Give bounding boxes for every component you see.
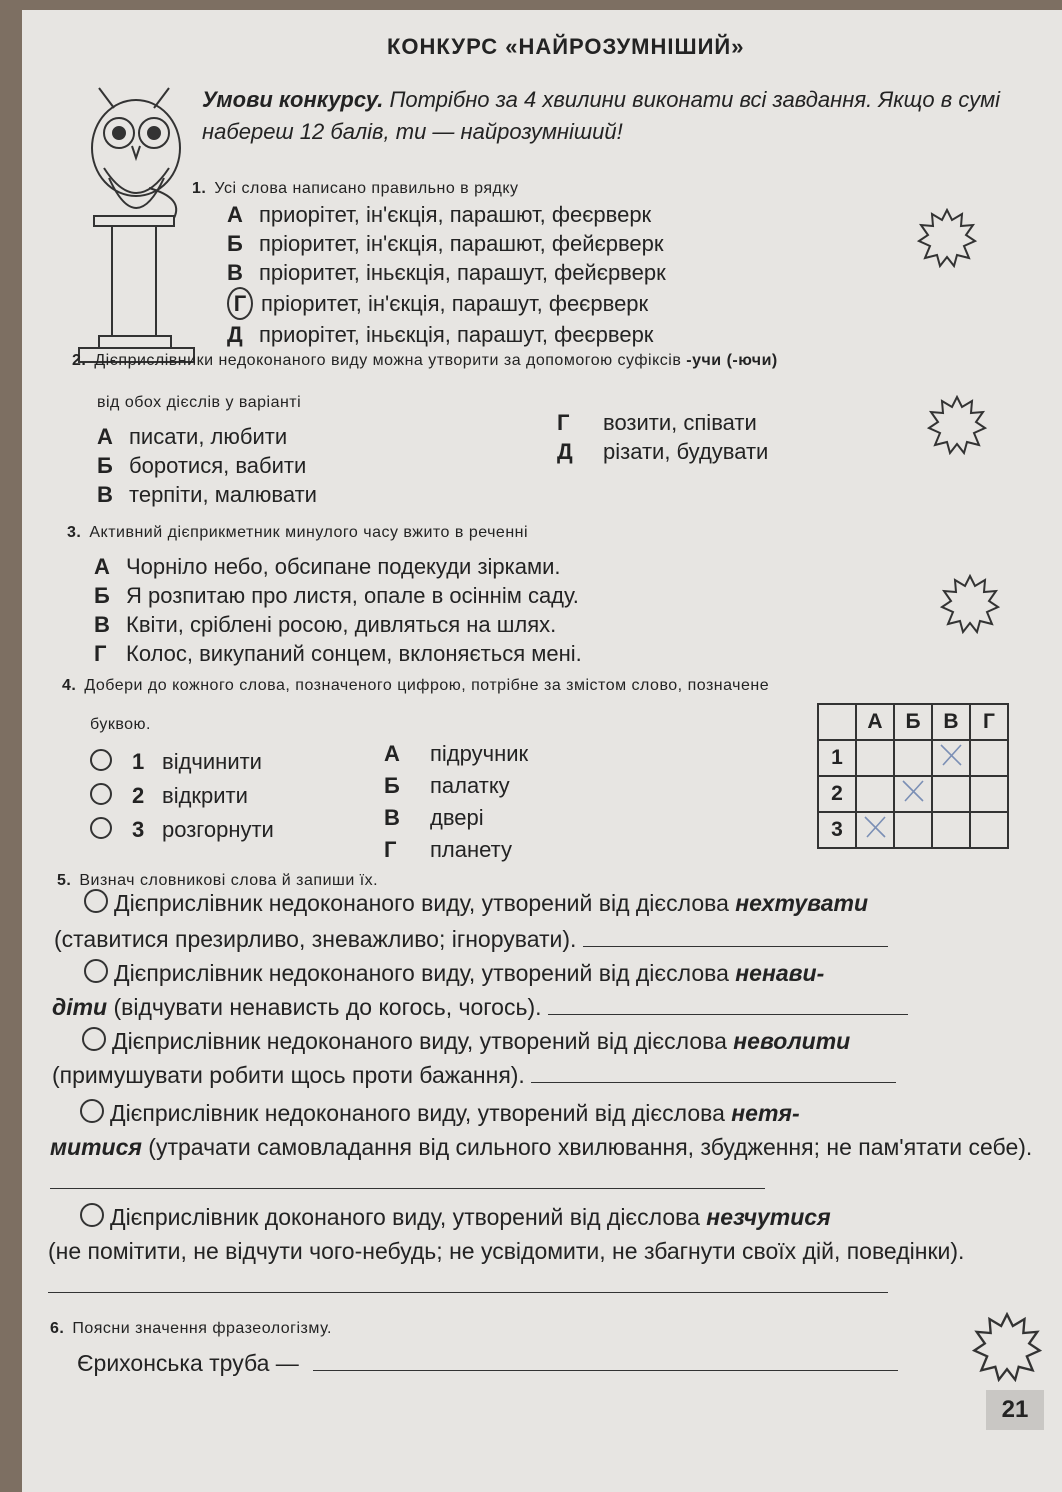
q5-item-2-cont: діти (відчувати ненависть до когось, чогось). (52, 990, 908, 1024)
answer-b: Б палатку (384, 773, 510, 798)
answer-a: А підручник (384, 741, 529, 766)
q5-item-2: Дієприслівник недоконаного виду, утворений від дієслова ненави- (84, 956, 824, 990)
q5-item-1-cont: (ставитися презирливо, зневажливо; ігнорувати). (54, 922, 888, 956)
option-b[interactable]: Б боротися, вабити (97, 453, 307, 478)
score-star-icon[interactable] (940, 574, 1000, 634)
grid-col-v: В (932, 704, 970, 740)
owl-on-pedestal-illustration (74, 68, 204, 368)
word-3[interactable]: 3 розгорнути (90, 813, 274, 847)
grid-cell[interactable] (970, 776, 1008, 812)
handwritten-x-mark-icon (937, 742, 965, 768)
option-g[interactable]: Г возити, співати (557, 410, 757, 435)
grid-cell[interactable] (970, 740, 1008, 776)
option-v[interactable]: В Квіти, сріблені росою, дивляться на шлях. (94, 612, 557, 637)
answer-line[interactable] (50, 1168, 765, 1189)
question-3-options (94, 552, 582, 668)
option-d[interactable]: Д різати, будувати (557, 439, 769, 464)
grid-col-b: Б (894, 704, 932, 740)
question-2-prompt-cont: від обох дієслів у варіанті (97, 394, 302, 411)
grid-cell[interactable] (932, 812, 970, 848)
workbook-page (22, 10, 1062, 1492)
option-g[interactable]: Г пріоритет, ін'єкція, парашут, феєрверк (227, 287, 666, 320)
question-2-options-right (557, 408, 768, 466)
grid-col-a: А (856, 704, 894, 740)
answer-line[interactable] (531, 1062, 896, 1083)
q5-item-4-cont: митися (утрачати самовладання від сильного хвилювання, збудження; не пам'ятати себе). (50, 1130, 1040, 1198)
question-2-prompt: 2. Дієприслівники недоконаного виду можна утворити за допомогою суфіксів -учи (-ючи) (72, 352, 778, 369)
question-2-options-left (97, 422, 317, 509)
q5-item-3-cont: (примушувати робити щось проти бажання). (52, 1058, 896, 1092)
word-1[interactable]: 1 відчинити (90, 745, 274, 779)
option-a[interactable]: А писати, любити (97, 424, 288, 449)
question-1-options (227, 200, 666, 349)
question-5-prompt: 5. Визнач словникові слова й запиши їх. (57, 872, 379, 889)
option-a[interactable]: А приорітет, ін'єкція, парашют, феєрверк (227, 202, 652, 227)
grid-cell[interactable] (970, 812, 1008, 848)
grid-cell[interactable] (932, 740, 970, 776)
question-4-prompt-cont: буквою. (90, 716, 151, 733)
option-a[interactable]: А Чорніло небо, обсипане подекуди зірками. (94, 554, 561, 579)
grid-cell[interactable] (856, 776, 894, 812)
question-4-answers (384, 738, 528, 866)
grid-cell[interactable] (894, 812, 932, 848)
q6-phrase: Єрихонська труба — (77, 1346, 898, 1380)
score-star-icon[interactable] (927, 395, 987, 455)
q5-item-5: Дієприслівник доконаного виду, утворений від дієслова незчутися (80, 1200, 831, 1234)
option-g[interactable]: Г Колос, викупаний сонцем, вклоняється мені. (94, 641, 582, 666)
q5-item-5-cont: (не помітити, не відчути чого-небудь; не усвідомити, не збагнути своїх дій, поведінки). (48, 1234, 1043, 1302)
answer-line[interactable] (48, 1272, 888, 1293)
grid-cell[interactable] (856, 812, 894, 848)
score-star-icon[interactable] (917, 208, 977, 268)
question-4-prompt: 4. Добери до кожного слова, позначеного цифрою, потрібне за змістом слово, позначене (62, 677, 770, 694)
grid-corner (818, 704, 856, 740)
option-d[interactable]: Д приорітет, іньєкція, парашут, феєрверк (227, 322, 654, 347)
contest-conditions (202, 84, 1002, 148)
question-4-words (90, 745, 274, 847)
grid-row-3: 3 (818, 812, 856, 848)
question-3-prompt: 3. Активний дієприкметник минулого часу вжито в реченні (67, 524, 529, 541)
page-title: КОНКУРС «НАЙРОЗУМНІШИЙ» (387, 34, 745, 59)
handwritten-x-mark-icon (861, 814, 889, 840)
word-2[interactable]: 2 відкрити (90, 779, 274, 813)
option-v[interactable]: В терпіти, малювати (97, 482, 317, 507)
answer-g: Г планету (384, 837, 512, 862)
grid-cell[interactable] (894, 740, 932, 776)
question-1-prompt: 1. Усі слова написано правильно в рядку (192, 180, 519, 197)
conditions-label: Умови конкурсу. (202, 87, 384, 112)
handwritten-x-mark-icon (899, 778, 927, 804)
grid-row-2: 2 (818, 776, 856, 812)
conditions-text: Потрібно за 4 хвилини виконати всі завдання. Якщо в сумі набереш 12 балів, ти — найрозумніший! (202, 87, 1001, 144)
option-v[interactable]: В пріоритет, іньєкція, парашут, фейєрверк (227, 260, 666, 285)
q5-item-3: Дієприслівник недоконаного виду, утворений від дієслова неволити (82, 1024, 850, 1058)
answer-line[interactable] (548, 994, 908, 1015)
grid-row-1: 1 (818, 740, 856, 776)
page-number: 21 (986, 1390, 1044, 1430)
q5-item-4: Дієприслівник недоконаного виду, утворений від дієслова нетя- (80, 1096, 800, 1130)
option-b[interactable]: Б Я розпитаю про листя, опале в осіннім саду. (94, 583, 579, 608)
grid-col-g: Г (970, 704, 1008, 740)
grid-cell[interactable] (932, 776, 970, 812)
score-star-icon[interactable] (972, 1312, 1042, 1382)
q5-item-1: Дієприслівник недоконаного виду, утворений від дієслова нехтувати (84, 886, 868, 920)
grid-cell[interactable] (894, 776, 932, 812)
grid-cell[interactable] (856, 740, 894, 776)
option-b[interactable]: Б пріоритет, ін'єкція, парашют, фейєрверк (227, 231, 664, 256)
answer-line[interactable] (313, 1350, 898, 1371)
question-6-prompt: 6. Поясни значення фразеологізму. (50, 1320, 332, 1337)
answer-line[interactable] (583, 926, 888, 947)
answer-v: В двері (384, 805, 484, 830)
answer-grid (817, 703, 1009, 849)
